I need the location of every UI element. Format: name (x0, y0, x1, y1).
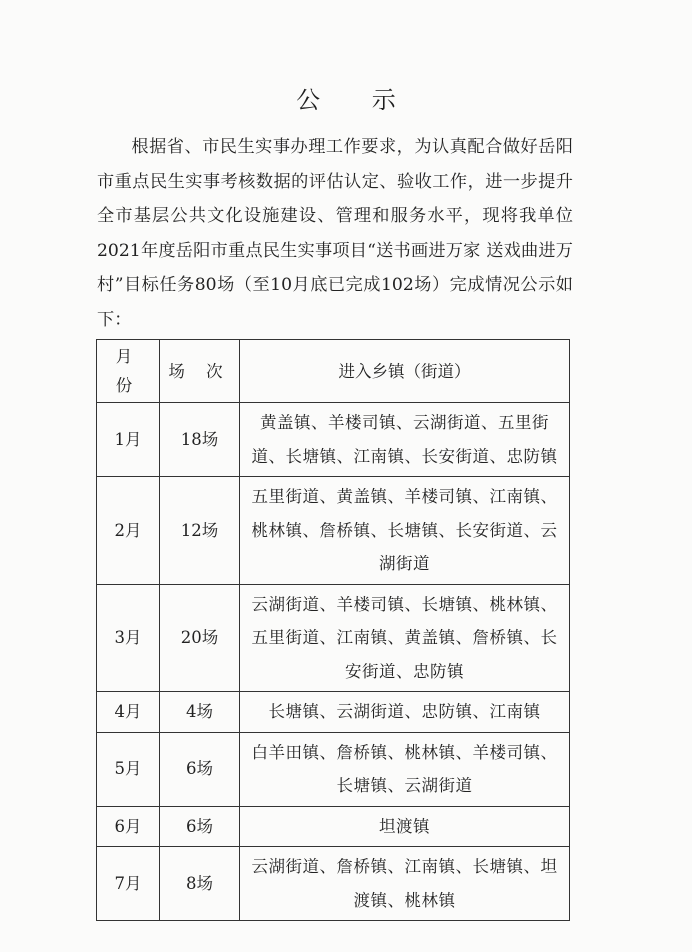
cell-count: 12场 (160, 477, 240, 585)
cell-towns: 长塘镇、云湖街道、忠防镇、江南镇 (240, 692, 570, 733)
cell-towns: 云湖街道、羊楼司镇、长塘镇、桃林镇、五里街道、江南镇、黄盖镇、詹桥镇、长安街道、忠防镇 (240, 584, 570, 692)
table-row (97, 806, 570, 847)
cell-month: 4月 (97, 692, 160, 733)
table-header-row (97, 340, 570, 403)
cell-towns: 黄盖镇、羊楼司镇、云湖街道、五里街道、长塘镇、江南镇、长安街道、忠防镇 (240, 403, 570, 477)
cell-month: 7月 (97, 847, 160, 921)
cell-month: 1月 (97, 403, 160, 477)
performance-table (96, 339, 570, 921)
header-month: 月 份 (97, 340, 160, 403)
table-row (97, 847, 570, 921)
cell-towns: 坦渡镇 (240, 806, 570, 847)
cell-towns: 云湖街道、詹桥镇、江南镇、长塘镇、坦渡镇、桃林镇 (240, 847, 570, 921)
document-title: 公 示 (296, 86, 418, 114)
header-count: 场 次 (160, 340, 240, 403)
intro-paragraph: 根据省、市民生实事办理工作要求，为认真配合做好岳阳市重点民生实事考核数据的评估认定、验收工作，进一步提升全市基层公共文化设施建设、管理和服务水平，现将我单位2021年度岳阳市重点民生实事项目“送书画进万家 送戏曲进万村”目标任务80场（至10月底已完成102场）完成情况公示如下： (97, 137, 573, 330)
table-row (97, 732, 570, 806)
table-row (97, 403, 570, 477)
table-row (97, 692, 570, 733)
cell-month: 5月 (97, 732, 160, 806)
cell-count: 6场 (160, 732, 240, 806)
cell-towns: 五里街道、黄盖镇、羊楼司镇、江南镇、桃林镇、詹桥镇、长塘镇、长安街道、云湖街道 (240, 477, 570, 585)
cell-count: 20场 (160, 584, 240, 692)
cell-count: 18场 (160, 403, 240, 477)
cell-month: 3月 (97, 584, 160, 692)
header-towns: 进入乡镇（街道） (240, 340, 570, 403)
cell-month: 6月 (97, 806, 160, 847)
table-row (97, 477, 570, 585)
cell-towns: 白羊田镇、詹桥镇、桃林镇、羊楼司镇、长塘镇、云湖街道 (240, 732, 570, 806)
cell-count: 8场 (160, 847, 240, 921)
cell-month: 2月 (97, 477, 160, 585)
cell-count: 6场 (160, 806, 240, 847)
table-row (97, 584, 570, 692)
cell-count: 4场 (160, 692, 240, 733)
